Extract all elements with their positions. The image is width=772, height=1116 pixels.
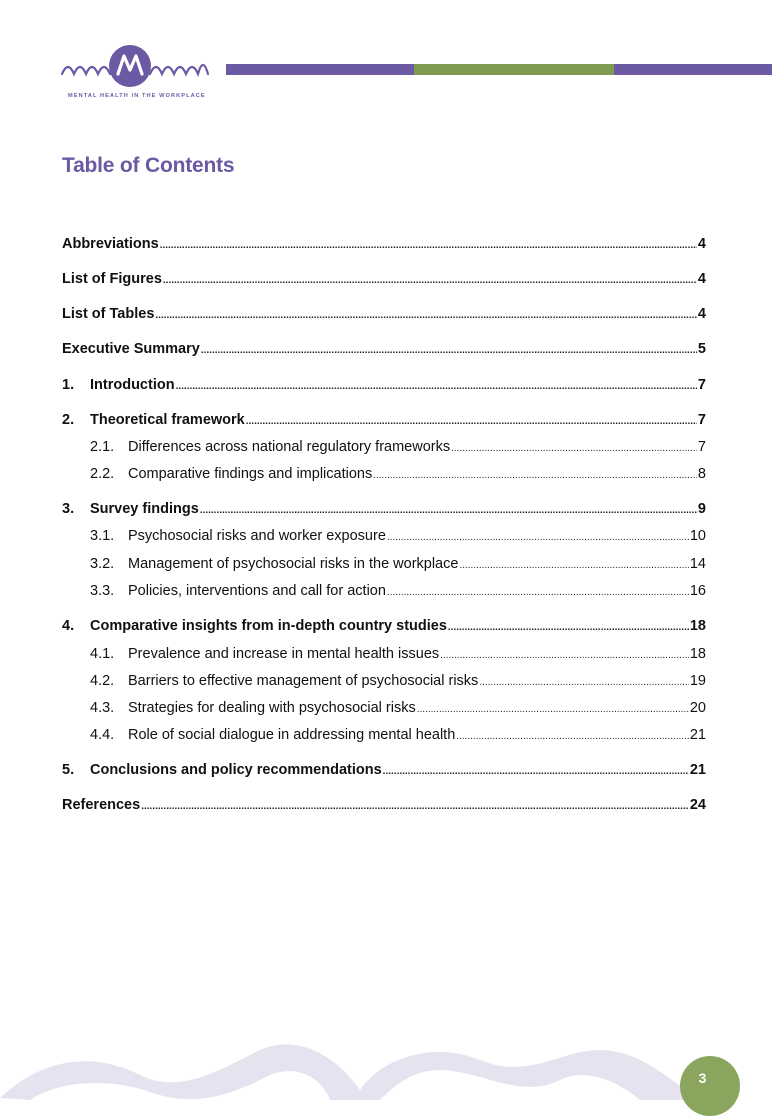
toc-entry-label: Policies, interventions and call for action bbox=[128, 583, 386, 599]
toc-entry[interactable] bbox=[62, 797, 706, 813]
toc-entry-label: Management of psychosocial risks in the workplace bbox=[128, 556, 459, 572]
toc-entry-page: 4 bbox=[697, 306, 706, 322]
toc-dot-leader bbox=[160, 236, 697, 252]
header-bar-purple-segment bbox=[226, 64, 414, 75]
toc-entry-label: Conclusions and policy recommendations bbox=[90, 762, 382, 778]
toc-entry-page: 24 bbox=[689, 797, 706, 813]
toc-entry-label: Introduction bbox=[90, 377, 175, 393]
toc-entry-label: References bbox=[62, 797, 141, 813]
header-bar-purple-segment-right bbox=[614, 64, 772, 75]
toc-entry-number: 4.4. bbox=[90, 727, 115, 743]
footer-swirl-decoration bbox=[0, 1020, 772, 1100]
toc-entry[interactable] bbox=[90, 439, 706, 455]
toc-dot-leader bbox=[176, 377, 697, 393]
toc-dot-leader bbox=[155, 306, 697, 322]
toc-entry-label: Theoretical framework bbox=[90, 412, 245, 428]
toc-entry-label: Executive Summary bbox=[62, 341, 200, 357]
toc-entry-label: Comparative insights from in-depth country studies bbox=[90, 618, 447, 634]
toc-entry-page: 8 bbox=[697, 466, 706, 482]
toc-entry-number: 2. bbox=[62, 412, 75, 428]
toc-entry[interactable] bbox=[90, 700, 706, 716]
toc-entry-page: 4 bbox=[697, 271, 706, 287]
toc-entry-number: 4.2. bbox=[90, 673, 115, 689]
toc-entry[interactable] bbox=[90, 646, 706, 662]
toc-entry[interactable] bbox=[62, 377, 706, 393]
toc-entry[interactable] bbox=[90, 466, 706, 482]
page-number-badge bbox=[680, 1056, 740, 1116]
toc-dot-leader bbox=[201, 341, 697, 357]
logo bbox=[58, 44, 218, 104]
logo-graphic bbox=[58, 44, 218, 90]
toc-entry-number: 2.2. bbox=[90, 466, 115, 482]
toc-entry-label: List of Figures bbox=[62, 271, 162, 287]
toc-entry-number: 3.2. bbox=[90, 556, 115, 572]
toc-entry-label: Strategies for dealing with psychosocial risks bbox=[128, 700, 416, 716]
toc-entry-page: 18 bbox=[689, 646, 706, 662]
toc-dot-leader bbox=[246, 412, 697, 428]
toc-entry-number: 3. bbox=[62, 501, 75, 517]
toc-entry[interactable] bbox=[90, 528, 706, 544]
toc-dot-leader bbox=[373, 466, 697, 482]
toc-entry-page: 21 bbox=[689, 762, 706, 778]
toc-dot-leader bbox=[448, 618, 689, 634]
toc-entry[interactable] bbox=[62, 306, 706, 322]
toc-entry-page: 19 bbox=[689, 673, 706, 689]
toc-entry[interactable] bbox=[62, 412, 706, 428]
toc-entry[interactable] bbox=[90, 673, 706, 689]
toc-entry-page: 21 bbox=[689, 727, 706, 743]
toc-entry-page: 20 bbox=[689, 700, 706, 716]
header-bar-green-segment bbox=[414, 64, 614, 75]
toc-entry[interactable] bbox=[62, 501, 706, 517]
toc-entry[interactable] bbox=[62, 271, 706, 287]
toc-entry-page: 9 bbox=[697, 501, 706, 517]
toc-dot-leader bbox=[440, 646, 689, 662]
toc-entry[interactable] bbox=[62, 341, 706, 357]
toc-entry-number: 1. bbox=[62, 377, 75, 393]
toc-dot-leader bbox=[456, 727, 689, 743]
logo-tagline: MENTAL HEALTH IN THE WORKPLACE bbox=[68, 93, 206, 99]
toc-dot-leader bbox=[383, 762, 689, 778]
toc-entry-page: 5 bbox=[697, 341, 706, 357]
toc-entry-label: Survey findings bbox=[90, 501, 199, 517]
toc-entry[interactable] bbox=[62, 618, 706, 634]
toc-dot-leader bbox=[451, 439, 697, 455]
toc-entry-number: 3.3. bbox=[90, 583, 115, 599]
toc-entry-page: 18 bbox=[689, 618, 706, 634]
toc-dot-leader bbox=[479, 673, 689, 689]
toc-entry[interactable] bbox=[62, 762, 706, 778]
toc-entry[interactable] bbox=[90, 556, 706, 572]
page-title: Table of Contents bbox=[62, 154, 235, 177]
toc-entry-label: Psychosocial risks and worker exposure bbox=[128, 528, 386, 544]
toc-entry-page: 7 bbox=[697, 412, 706, 428]
toc-entry-number: 4. bbox=[62, 618, 75, 634]
toc-entry-label: Abbreviations bbox=[62, 236, 159, 252]
toc-entry-page: 16 bbox=[689, 583, 706, 599]
toc-entry-number: 3.1. bbox=[90, 528, 115, 544]
toc-entry[interactable] bbox=[90, 583, 706, 599]
toc-entry-page: 7 bbox=[697, 439, 706, 455]
toc-entry-label: List of Tables bbox=[62, 306, 155, 322]
toc-entry-number: 4.3. bbox=[90, 700, 115, 716]
toc-entry-number: 5. bbox=[62, 762, 75, 778]
toc-entry-page: 14 bbox=[689, 556, 706, 572]
toc-dot-leader bbox=[417, 700, 689, 716]
toc-entry-label: Comparative findings and implications bbox=[128, 466, 373, 482]
page-number: 3 bbox=[698, 1070, 707, 1086]
toc-entry-page: 4 bbox=[697, 236, 706, 252]
toc-entry-page: 10 bbox=[689, 528, 706, 544]
toc-dot-leader bbox=[163, 271, 697, 287]
toc-entry-label: Role of social dialogue in addressing mental health bbox=[128, 727, 456, 743]
toc-entry-label: Barriers to effective management of psychosocial risks bbox=[128, 673, 479, 689]
toc-dot-leader bbox=[200, 501, 697, 517]
toc-entry[interactable] bbox=[62, 236, 706, 252]
toc-entry-label: Differences across national regulatory frameworks bbox=[128, 439, 451, 455]
toc-dot-leader bbox=[141, 797, 689, 813]
toc-entry-label: Prevalence and increase in mental health issues bbox=[128, 646, 440, 662]
toc-entry[interactable] bbox=[90, 727, 706, 743]
toc-entry-number: 2.1. bbox=[90, 439, 115, 455]
toc-dot-leader bbox=[387, 583, 689, 599]
toc-dot-leader bbox=[459, 556, 688, 572]
toc-entry-number: 4.1. bbox=[90, 646, 115, 662]
toc-dot-leader bbox=[387, 528, 689, 544]
toc-entry-page: 7 bbox=[697, 377, 706, 393]
